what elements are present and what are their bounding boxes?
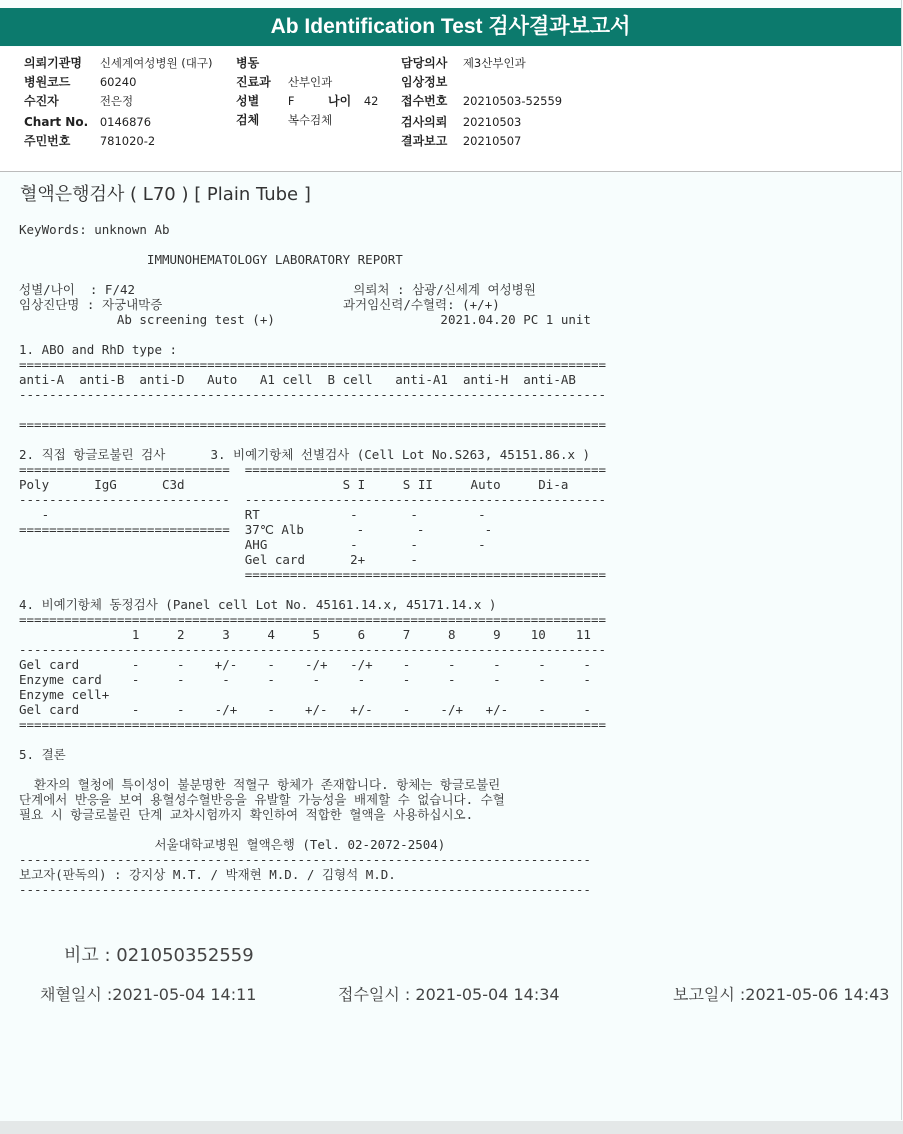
header-label: 병동	[236, 56, 260, 70]
report-line	[19, 402, 606, 417]
report-line	[19, 732, 606, 747]
header-value: 제3산부인과	[462, 56, 526, 70]
report-line: ==============================================================================	[19, 417, 606, 432]
header-value: 신세계여성병원 (대구)	[99, 56, 213, 70]
report-line: ==============================================================================	[19, 357, 606, 372]
header-field	[401, 74, 459, 90]
received-datetime: 접수일시 : 2021-05-04 14:34	[338, 985, 560, 1004]
header-label: 주민번호	[24, 134, 71, 148]
header-label: 나이	[328, 94, 352, 108]
report-line: ================================================	[19, 567, 606, 582]
report-line: anti-A anti-B anti-D Auto A1 cell B cell anti-A1 anti-H anti-AB	[19, 372, 576, 387]
memo-text: 비고 : 021050352559	[64, 945, 254, 966]
header-label: Chart No.	[24, 115, 89, 129]
report-line	[19, 762, 606, 777]
header-value: 20210503	[462, 115, 522, 129]
report-line: Enzyme card - - - - - - - - - - -	[19, 672, 591, 687]
header-field	[236, 93, 294, 109]
report-line: ============================ 37℃ Alb - - -	[19, 522, 493, 537]
report-body	[19, 222, 606, 897]
report-line: 임상진단명 : 자궁내막증 과거임신력/수혈력: (+/+)	[19, 297, 500, 312]
header-value: 20210507	[462, 134, 522, 148]
report-line: ==============================================================================	[19, 717, 606, 732]
header-label: 의뢰기관명	[24, 56, 82, 70]
header-label: 임상정보	[401, 75, 448, 89]
header-label: 접수번호	[401, 94, 448, 108]
header-value: 781020-2	[99, 134, 156, 148]
report-line: Ab screening test (+) 2021.04.20 PC 1 unit	[19, 312, 591, 327]
header-field	[401, 55, 526, 71]
header-label: 성별	[236, 94, 260, 108]
header-value: 0146876	[99, 115, 152, 129]
report-line	[19, 822, 606, 837]
header-label: 수진자	[24, 94, 59, 108]
report-line: 서울대학교병원 혈액은행 (Tel. 02-2072-2504)	[19, 837, 446, 852]
header-field	[24, 74, 136, 90]
report-line: ------------------------------------------------------------------------------	[19, 642, 606, 657]
header-field	[236, 74, 332, 90]
report-title: Ab Identification Test 검사결과보고서	[0, 8, 901, 46]
header-field	[236, 55, 284, 71]
report-line: 1. ABO and RhD type :	[19, 342, 178, 357]
header-value: 전은정	[99, 94, 134, 108]
header-value: 20210503-52559	[462, 94, 563, 108]
header-label: 진료과	[236, 75, 271, 89]
report-line	[19, 432, 606, 447]
report-line: IMMUNOHEMATOLOGY LABORATORY REPORT	[19, 252, 403, 267]
report-line: Enzyme cell+	[19, 687, 110, 702]
reported-datetime: 보고일시 :2021-05-06 14:43	[673, 985, 890, 1004]
report-line: Poly IgG C3d S I S II Auto Di-a	[19, 477, 569, 492]
header-field	[236, 112, 332, 128]
report-line: KeyWords: unknown Ab	[19, 222, 170, 237]
header-value: 복수검체	[287, 113, 333, 127]
report-line: 단계에서 반응을 보여 용혈성수혈반응을 유발할 가능성을 배제할 수 없습니다. 수혈	[19, 792, 505, 807]
header-label: 병원코드	[24, 75, 71, 89]
report-line: 환자의 혈청에 특이성이 불분명한 적혈구 항체가 존재합니다. 항체는 항글로불린	[19, 777, 501, 792]
header-label: 검체	[236, 113, 260, 127]
header-value: 산부인과	[287, 75, 333, 89]
header-field	[24, 133, 155, 149]
report-line	[19, 237, 606, 252]
report-line	[19, 267, 606, 282]
header-field-age	[328, 93, 378, 109]
report-line: ------------------------------------------------------------------------------	[19, 387, 606, 402]
report-line: 보고자(판독의) : 강지상 M.T. / 박재현 M.D. / 김형석 M.D.	[19, 867, 396, 882]
header-field	[401, 93, 562, 109]
header-field	[401, 133, 521, 149]
report-line: 2. 직접 항글로불린 검사 3. 비예기항체 선별검사 (Cell Lot No.S263, 45151.86.x )	[19, 447, 591, 462]
header-value: F	[287, 94, 295, 108]
patient-header	[0, 47, 901, 172]
report-line: 1 2 3 4 5 6 7 8 9 10 11	[19, 627, 591, 642]
report-line: 성별/나이 : F/42 의뢰처 : 삼광/신세계 여성병원	[19, 282, 536, 297]
header-label: 담당의사	[401, 56, 448, 70]
header-field	[24, 93, 133, 109]
report-line: Gel card 2+ -	[19, 552, 418, 567]
report-line: 필요 시 항글로불린 단계 교차시험까지 확인하여 적합한 혈액을 사용하십시오.	[19, 807, 474, 822]
header-field	[24, 55, 212, 71]
report-line: AHG - - -	[19, 537, 486, 552]
section-title: 혈액은행검사 ( L70 ) [ Plain Tube ]	[20, 184, 311, 205]
header-value: 60240	[99, 75, 137, 89]
report-line: ----------------------------------------------------------------------------	[19, 852, 591, 867]
report-line: Gel card - - +/- - -/+ -/+ - - - - -	[19, 657, 591, 672]
report-line: 5. 결론	[19, 747, 66, 762]
header-label: 검사의뢰	[401, 115, 448, 129]
header-field	[24, 114, 151, 130]
collected-datetime: 채혈일시 :2021-05-04 14:11	[40, 985, 257, 1004]
report-line: ---------------------------- ------------------------------------------------	[19, 492, 606, 507]
report-line: ----------------------------------------------------------------------------	[19, 882, 591, 897]
report-line: - RT - - -	[19, 507, 486, 522]
report-line: ============================ ================================================	[19, 462, 606, 477]
page-bottom-strip	[0, 1121, 903, 1134]
report-line	[19, 327, 606, 342]
header-value: 42	[363, 94, 379, 108]
report-line: 4. 비예기항체 동정검사 (Panel cell Lot No. 45161.14.x, 45171.14.x )	[19, 597, 497, 612]
header-label: 결과보고	[401, 134, 448, 148]
report-line: Gel card - - -/+ - +/- +/- - -/+ +/- - -	[19, 702, 591, 717]
header-field	[401, 114, 521, 130]
report-line: ==============================================================================	[19, 612, 606, 627]
report-line	[19, 582, 606, 597]
